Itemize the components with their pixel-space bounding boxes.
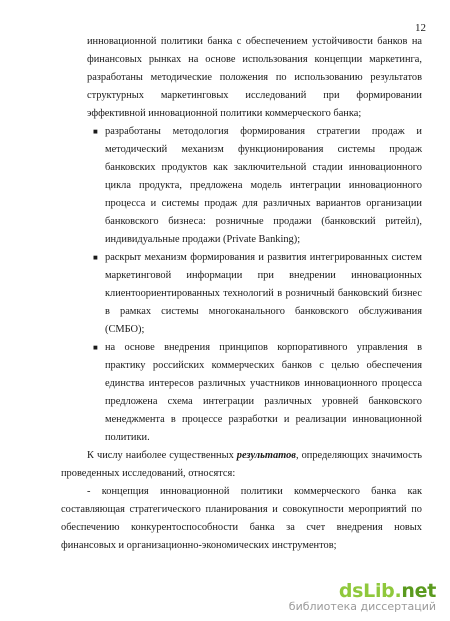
bullet-text: на основе внедрения принципов корпоративного управления в практику российских коммерческих банков с целью обеспечения единства интересов различных участников инновационного процесса предложена схема интеграции различных уровней банковского менеджмента в процессе разработки и реализации инновационной политики.: [105, 342, 422, 443]
bullet-item: [61, 249, 422, 339]
watermark-subtitle: библиотека диссертаций: [288, 600, 436, 613]
bullet-item: [61, 123, 422, 249]
concept-paragraph: - концепция инновационной политики коммерческого банка как составляющая стратегического планирования и совокупности мероприятий по обеспечению конкурентоспособности банка за счет внедрения новых финансовых и организационно-экономических инструментов;: [61, 486, 422, 551]
dslib-logo: dsLib.net: [338, 580, 436, 602]
bullet-square-icon: ■: [93, 343, 98, 352]
lead-paragraph: инновационной политики банка с обеспечением устойчивости банков на финансовых рынках на основе использования концепции маркетинга, разработаны методические положения по использованию результатов структурных маркетинговых исследований при формировании эффективной инновационной политики коммерческого банка;: [87, 36, 422, 119]
bullet-square-icon: ■: [93, 127, 98, 136]
page-number: 12: [415, 22, 426, 34]
bullet-square-icon: ■: [93, 253, 98, 262]
results-emphasis: результатов: [236, 450, 296, 461]
results-text-after: , определяющих значимость проведенных исследований, относятся:: [61, 450, 422, 479]
results-paragraph: [61, 447, 422, 483]
bullet-text: разработаны методология формирования стратегии продаж и методический механизм функционирования системы продаж банковских продуктов как заключительной стадии инновационного цикла продукта, предложена модель интеграции инновационного процесса и системы продаж для различных вариантов организации банковского бизнеса: розничные продажи (банковский ритейл), индивидуальные продажи (Private Banking);: [105, 126, 422, 245]
bullet-item: [61, 339, 422, 447]
bullet-text: раскрыт механизм формирования и развития интегрированных систем маркетинговой информации при внедрении инновационных клиентоориентированных технологий в розничный банковский бизнес в рамках системы многоканального банковского обслуживания (СМБО);: [105, 252, 422, 335]
results-text-before: К числу наиболее существенных: [87, 450, 237, 461]
document-body: [61, 33, 422, 555]
dslib-watermark: [289, 580, 436, 613]
